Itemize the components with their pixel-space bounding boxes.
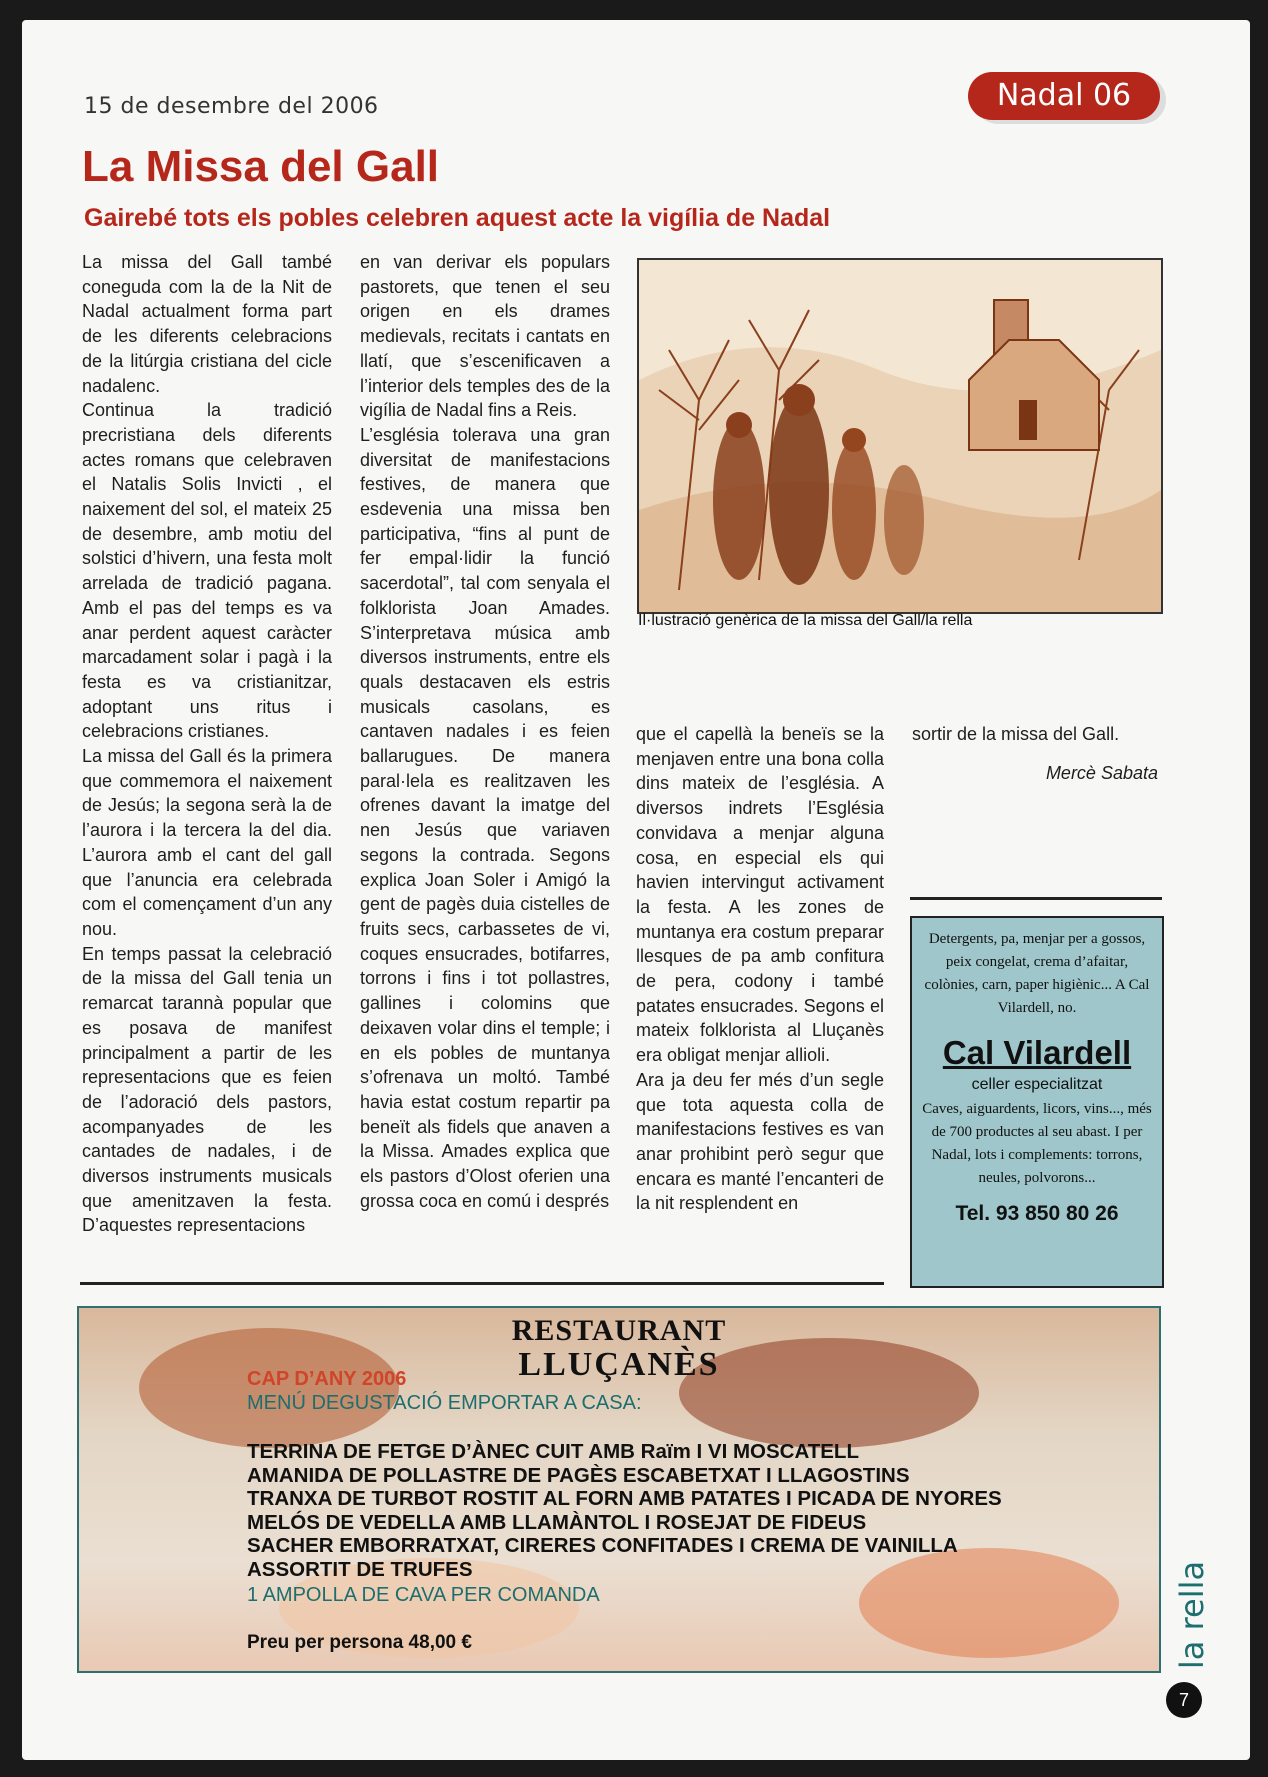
ad-teaser: Detergents, pa, menjar per a gossos, peix congelat, crema d’afaitar, colònies, carn, paper higiènic... A Cal Vilardell, no. (924, 931, 1150, 1016)
divider (910, 897, 1162, 900)
article-title: La Missa del Gall (82, 142, 440, 191)
ad-brand: Cal Vilardell (942, 1034, 1132, 1071)
ad-specialty: celler especialitzat (971, 1076, 1103, 1093)
magazine-name (1162, 1560, 1222, 1670)
article-author: Mercè Sabata (1045, 762, 1158, 783)
article-column-3 (636, 722, 884, 1216)
menu-title: MENÚ DEGUSTACIÓ EMPORTAR A CASA: (247, 1392, 642, 1414)
cal-vilardell-ad (910, 916, 1164, 1288)
issue-date: 15 de desembre del 2006 (84, 94, 379, 119)
paragraph: que el capellà la beneïs se la menjaven entre una bona colla dins mateix de l’església. A diversos indrets l’Església convidava a menjar alguna cosa, en especial els qui havien intervingut activament la festa. A les zones de muntanya era costum preparar llesques de pa amb confitura de pera, codony i també patates ensucrades. Segons el mateix folklorista al Lluçanès era obligat menjar allioli. (636, 724, 884, 1066)
menu-item: SACHER EMBORRATXAT, CIRERES CONFITADES I CREMA DE VAINILLA (247, 1534, 958, 1557)
paragraph: Ara ja deu fer més d’un segle que tota aquesta colla de manifestacions festives es van anar prohibint però segur que encara es manté l’encanteri de la nit resplendent en (636, 1069, 884, 1214)
menu-price: Preu per persona 48,00 € (247, 1632, 472, 1653)
article-column-1 (82, 250, 332, 1238)
menu-cava: 1 AMPOLLA DE CAVA PER COMANDA (247, 1584, 600, 1606)
menu-item: TRANXA DE TURBOT ROSTIT AL FORN AMB PATATES I PICADA DE NYORES (247, 1487, 1002, 1510)
article-subtitle: Gairebé tots els pobles celebren aquest acte la vigília de Nadal (84, 204, 831, 232)
page-number: 7 (1166, 1682, 1202, 1718)
paragraph: L’església tolerava una gran diversitat de manifestacions festives, de manera que esdevenia una missa ben participativa, “fins al punt de fer empal·lidir la funció sacerdotal”, tal com senyala el folklorista Joan Amades. S’interpretava música amb diversos instruments, entre els quals destacaven els estris musicals casolans, es cantaven nadales i es feien ballarugues. De manera paral·lela es realitzaven les ofrenes davant la imatge del nen Jesús que variaven segons la contrada. Segons explica Joan Soler i Amigó la gent de pagès duia cistelles de fruits secs, carbassetes de vi, coques ensucrades, botifarres, torrons i fins i tot pollastres, gallines i colomins que deixaven volar dins el temple; i en els pobles de muntanya s’ofrenava un moltó. També havia estat costum repartir pa beneït als fidels que anaven a la Missa. Amades explica que els pastors d’Olost oferien una grossa coca en comú i després (360, 424, 610, 1211)
section-badge: Nadal 06 (968, 72, 1160, 120)
article-column-4 (912, 722, 1158, 785)
paragraph: sortir de la missa del Gall. (912, 724, 1120, 744)
illustration-caption: Il·lustració genèrica de la missa del Gall/la rella (638, 612, 973, 629)
paragraph: La missa del Gall també coneguda com la de la Nit de Nadal actualment forma part de les diferents celebracions de la litúrgia cristiana del cicle nadalenc. (82, 252, 332, 396)
ad-description: Caves, aiguardents, licors, vins..., més de 700 productes al seu abast. I per Nadal, lots i complements: torrons, neules, polvorons... (922, 1101, 1152, 1186)
menu-item: MELÓS DE VEDELLA AMB LLAMÀNTOL I ROSEJAT DE FIDEUS (247, 1510, 867, 1534)
menu-item: AMANIDA DE POLLASTRE DE PAGÈS ESCABETXAT I LLAGOSTINS (247, 1463, 910, 1487)
article-column-2 (360, 250, 610, 1213)
restaurant-name-line1: RESTAURANT (511, 1314, 727, 1347)
menu-items (247, 1440, 1002, 1581)
menu-occasion: CAP D’ANY 2006 (247, 1368, 407, 1390)
divider (80, 1282, 884, 1285)
paragraph: en van derivar els populars pastorets, que tenen el seu origen en els drames medievals, recitats i cantats en llatí, que s’escenificaven a l’interior dels temples des de la vigília de Nadal fins a Reis. (360, 252, 610, 421)
menu-item: TERRINA DE FETGE D’ÀNEC CUIT AMB Raïm I VI MOSCATELL (247, 1440, 859, 1463)
paragraph: La missa del Gall és la primera que commemora el naixement de Jesús; la segona serà la de l’aurora i la tercera la del dia. L’aurora amb el cant del gall que l’anuncia era celebrada com el començament d’un any nou. (82, 746, 332, 939)
illustration-drawing (639, 260, 1161, 612)
magazine-name-text: la rella (1173, 1560, 1211, 1670)
paragraph: Continua la tradició precristiana dels diferents actes romans que celebraven el Natalis Solis Invicti , el naixement del sol, el mateix 25 de desembre, amb motiu del solstici d’hivern, una festa molt arrelada de tradició pagana. Amb el pas del temps es va anar perdent aquest caràcter marcadament solar i pagà i la festa es va cristianitzar, adoptant uns ritus i celebracions cristianes. (82, 400, 332, 742)
paragraph: En temps passat la celebració de la missa del Gall tenia un remarcat tarannà popular que es posava de manifest principalment a partir de les representacions que es feien de l’adoració dels pastors, acompanyades de les cantades de nadales, i de diversos instruments musicals que amenitzaven la festa. D’aquestes representacions (82, 943, 332, 1236)
illustration (637, 258, 1163, 614)
menu-item: ASSORTIT DE TRUFES (247, 1557, 473, 1581)
restaurant-ad (77, 1306, 1161, 1673)
ad-phone: Tel. 93 850 80 26 (955, 1202, 1119, 1225)
restaurant-name-line2: LLUÇANÈS (518, 1346, 720, 1383)
